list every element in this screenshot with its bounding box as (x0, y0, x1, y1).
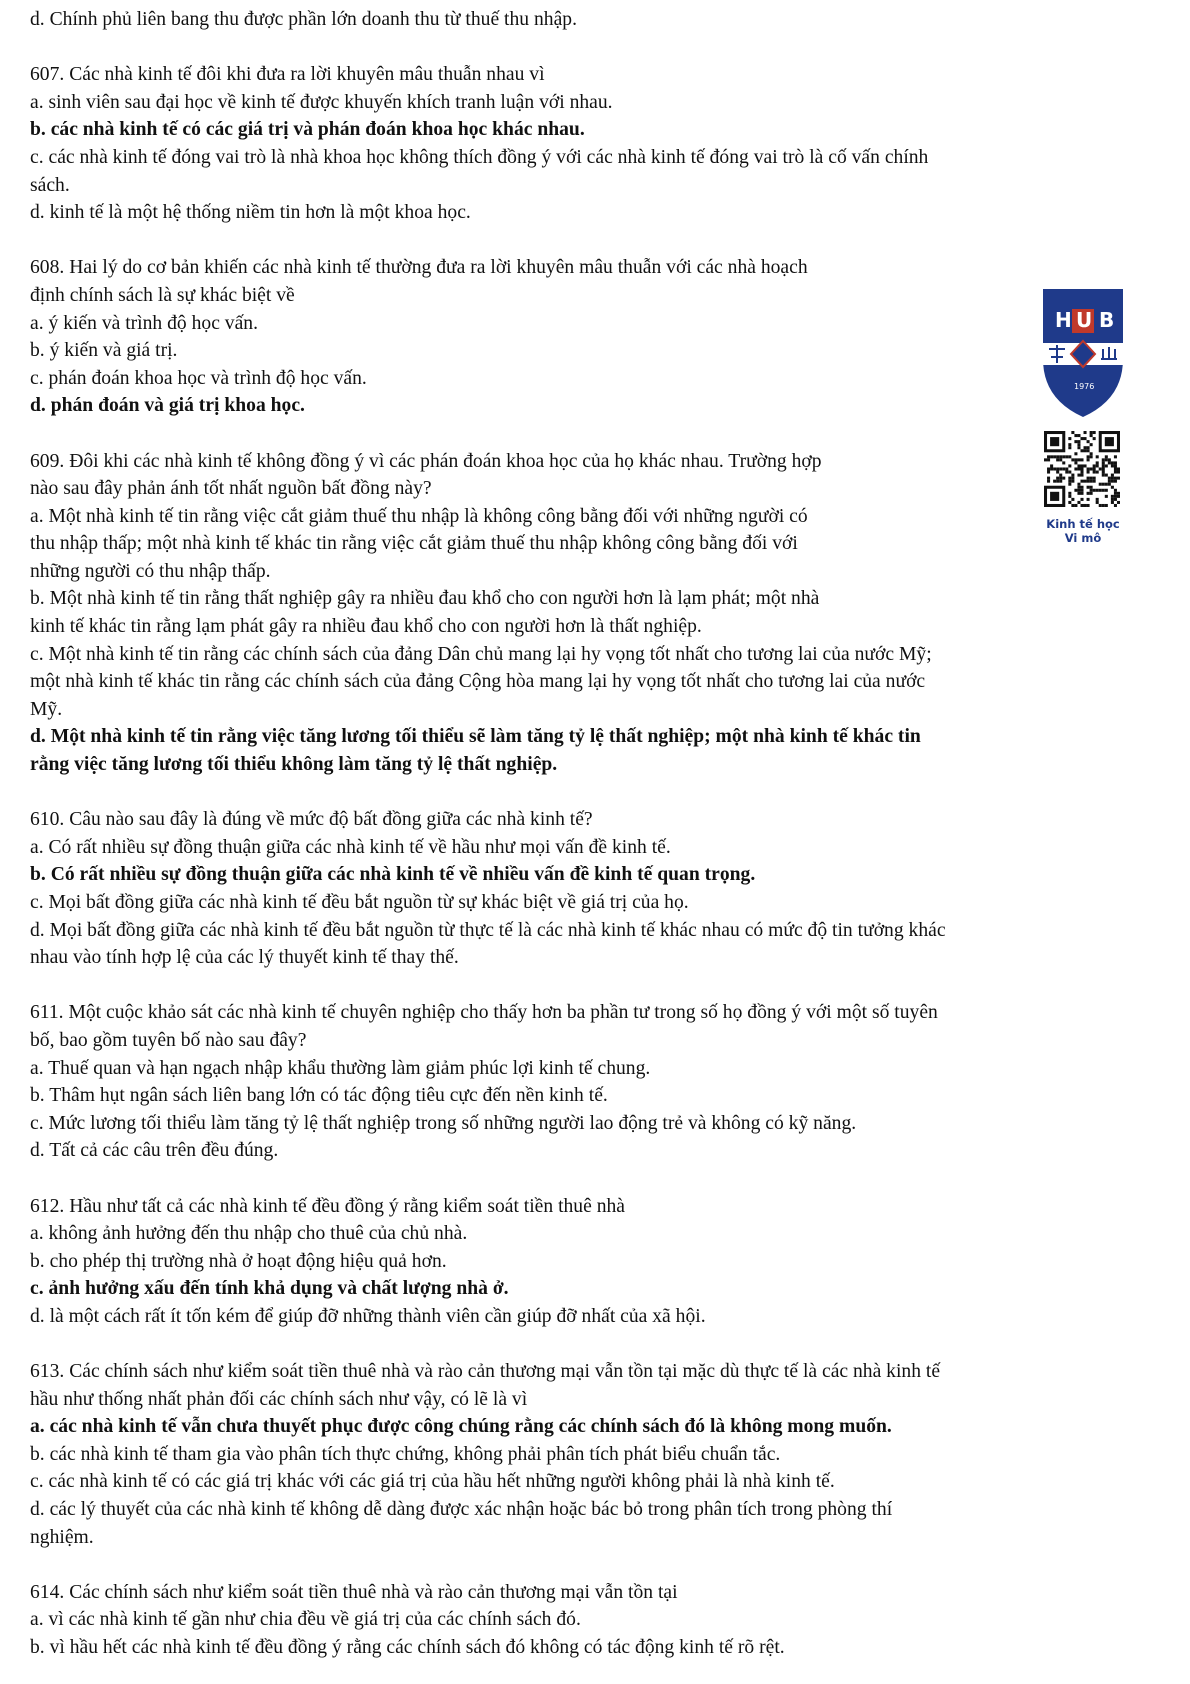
qr-module (1071, 474, 1074, 477)
qr-module (1068, 471, 1071, 474)
qr-module (1105, 483, 1108, 486)
qr-module (1074, 440, 1077, 443)
qr-module (1074, 461, 1077, 464)
shield-top-band (1043, 289, 1123, 305)
shield-year: 1976 (1074, 382, 1095, 391)
qr-module (1084, 504, 1087, 507)
text-line: Mỹ. (30, 698, 63, 720)
text-line: 609. Đôi khi các nhà kinh tế không đồng ý vì các phán đoán khoa học của họ khác nhau. Trường hợp (30, 450, 822, 472)
qr-module (1071, 431, 1074, 434)
paragraph-gap (30, 779, 1170, 807)
qr-module (1111, 480, 1114, 483)
text-line: c. các nhà kinh tế đóng vai trò là nhà khoa học không thích đồng ý với các nhà kinh tế đóng vai trò là cố vấn chính (30, 146, 929, 168)
text-line: a. sinh viên sau đại học về kinh tế được khuyến khích tranh luận với nhau. (30, 91, 613, 113)
qr-module (1117, 495, 1120, 498)
qr-module (1093, 477, 1096, 480)
qr-module (1087, 467, 1090, 470)
qr-module (1117, 492, 1120, 495)
text-line: b. các nhà kinh tế tham gia vào phân tích thực chứng, không phải phân tích phát biểu chuẩn tắc. (30, 1443, 781, 1465)
text-line: c. Một nhà kinh tế tin rằng các chính sách của đảng Dân chủ mang lại hy vọng tốt nhất cho tương lai của nước Mỹ; (30, 643, 932, 665)
qr-module (1077, 501, 1080, 504)
qr-module (1114, 492, 1117, 495)
qr-module (1087, 477, 1090, 480)
text-line: d. Tất cả các câu trên đều đúng. (30, 1140, 279, 1162)
text-line: a. không ảnh hưởng đến thu nhập cho thuê của chủ nhà. (30, 1223, 468, 1245)
qr-module (1111, 495, 1114, 498)
text-line: định chính sách là sự khác biệt về (30, 284, 295, 306)
qr-module (1105, 464, 1108, 467)
text-line: b. vì hầu hết các nhà kinh tế đều đồng ý rằng các chính sách đó không có tác động kinh tế rõ rệt. (30, 1637, 785, 1659)
text-line: 607. Các nhà kinh tế đôi khi đưa ra lời khuyên mâu thuẫn nhau vì (30, 64, 545, 86)
qr-module (1068, 495, 1071, 498)
qr-module (1102, 489, 1105, 492)
qr-module (1077, 489, 1080, 492)
logo-caption-title: Kinh tế học (1046, 517, 1120, 531)
qr-module (1084, 446, 1087, 449)
qr-module (1077, 464, 1080, 467)
text-line: c. các nhà kinh tế có các giá trị khác với các giá trị của hầu hết những người không phải là nhà kinh tế. (30, 1471, 835, 1493)
qr-module (1044, 458, 1047, 461)
shield-letter-b: B (1099, 308, 1115, 332)
qr-module (1108, 477, 1111, 480)
text-line: c. Mức lương tối thiểu làm tăng tỷ lệ thất nghiệp trong số những người lao động trẻ và không có kỹ năng. (30, 1112, 857, 1134)
qr-module (1047, 455, 1050, 458)
text-line: a. vì các nhà kinh tế gần như chia đều về giá trị của các chính sách đó. (30, 1609, 581, 1631)
qr-module (1050, 492, 1059, 501)
paragraph-gap (30, 972, 1170, 1000)
qr-module (1105, 455, 1108, 458)
qr-module (1074, 434, 1077, 437)
qr-module (1090, 455, 1093, 458)
logo-caption-subtitle: Vi mô (1064, 531, 1102, 545)
qr-module (1111, 501, 1114, 504)
text-line: b. Thâm hụt ngân sách liên bang lớn có tác động tiêu cực đến nền kinh tế. (30, 1085, 608, 1107)
qr-module (1065, 455, 1068, 458)
qr-module (1080, 449, 1083, 452)
shield-letter-h: H (1055, 308, 1072, 332)
qr-module (1087, 440, 1090, 443)
qr-module (1077, 440, 1080, 443)
qr-module (1068, 483, 1071, 486)
qr-module (1047, 458, 1050, 461)
qr-module (1090, 443, 1093, 446)
qr-module (1114, 455, 1117, 458)
qr-module (1096, 455, 1099, 458)
qr-module (1050, 467, 1053, 470)
qr-module (1074, 467, 1077, 470)
qr-module (1093, 471, 1096, 474)
qr-module (1096, 471, 1099, 474)
qr-module (1105, 474, 1108, 477)
qr-module (1053, 455, 1056, 458)
qr-module (1099, 483, 1102, 486)
qr-module (1102, 458, 1105, 461)
qr-module (1077, 443, 1080, 446)
qr-module (1068, 480, 1071, 483)
qr-module (1071, 480, 1074, 483)
qr-module (1084, 464, 1087, 467)
qr-module (1068, 455, 1071, 458)
qr-module (1050, 464, 1053, 467)
qr-module (1114, 498, 1117, 501)
qr-module (1114, 471, 1117, 474)
qr-module (1077, 492, 1080, 495)
qr-module (1093, 437, 1096, 440)
qr-module (1102, 464, 1105, 467)
qr-module (1114, 464, 1117, 467)
qr-module (1056, 455, 1059, 458)
qr-module (1047, 477, 1050, 480)
qr-module (1087, 480, 1090, 483)
qr-module (1096, 489, 1099, 492)
qr-module (1056, 467, 1059, 470)
qr-module (1087, 458, 1090, 461)
qr-module (1074, 452, 1077, 455)
qr-module (1077, 434, 1080, 437)
qr-module (1090, 477, 1093, 480)
qr-module (1087, 504, 1090, 507)
hub-logo-block (1028, 287, 1144, 577)
text-line: a. Một nhà kinh tế tin rằng việc cắt giảm thuế thu nhập là không công bằng đối với những người có (30, 505, 808, 527)
qr-module (1114, 480, 1117, 483)
text-line: 614. Các chính sách như kiểm soát tiền thuê nhà và rào cản thương mại vẫn tồn tại (30, 1581, 678, 1603)
answer-line: d. Một nhà kinh tế tin rằng việc tăng lương tối thiểu sẽ làm tăng tỷ lệ thất nghiệp; một nhà kinh tế khác tin (30, 726, 921, 748)
qr-module (1090, 431, 1093, 434)
qr-module (1096, 498, 1099, 501)
qr-module (1080, 486, 1083, 489)
qr-module (1077, 483, 1080, 486)
qr-module (1059, 474, 1062, 477)
answer-line: b. các nhà kinh tế có các giá trị và phán đoán khoa học khác nhau. (30, 119, 585, 141)
text-line: c. phán đoán khoa học và trình độ học vấn. (30, 367, 367, 389)
qr-module (1102, 504, 1105, 507)
qr-module (1105, 504, 1108, 507)
text-line: hầu như thống nhất phản đối các chính sách như vậy, có lẽ là vì (30, 1388, 528, 1410)
qr-module (1071, 504, 1074, 507)
qr-module (1071, 498, 1074, 501)
qr-module (1071, 477, 1074, 480)
paragraph-gap (30, 1331, 1170, 1359)
paragraph-gap (30, 420, 1170, 448)
qr-module (1062, 477, 1065, 480)
qr-module (1114, 504, 1117, 507)
qr-module (1047, 480, 1050, 483)
qr-module (1090, 434, 1093, 437)
qr-module (1084, 437, 1087, 440)
paragraph-gap (30, 1165, 1170, 1193)
qr-module (1074, 458, 1077, 461)
qr-module (1062, 461, 1065, 464)
qr-module (1093, 480, 1096, 483)
qr-module (1047, 471, 1050, 474)
qr-module (1065, 471, 1068, 474)
qr-module (1056, 458, 1059, 461)
text-line: b. Một nhà kinh tế tin rằng thất nghiệp gây ra nhiều đau khổ cho con người hơn là lạm phát; một nhà (30, 588, 820, 610)
qr-module (1068, 501, 1071, 504)
text-line: sách. (30, 174, 70, 196)
qr-module (1056, 480, 1059, 483)
text-line: d. kinh tế là một hệ thống niềm tin hơn là một khoa học. (30, 202, 471, 224)
qr-module (1050, 455, 1053, 458)
hub-shield-logo (1039, 287, 1127, 419)
qr-module (1111, 464, 1114, 467)
qr-module (1096, 501, 1099, 504)
text-line: a. Có rất nhiều sự đồng thuận giữa các nhà kinh tế về hầu như mọi vấn đề kinh tế. (30, 836, 671, 858)
paragraph-gap (30, 1551, 1170, 1579)
qr-module (1068, 464, 1071, 467)
qr-module (1087, 449, 1090, 452)
qr-module (1050, 437, 1059, 446)
qr-code-icon (1044, 431, 1120, 507)
qr-module (1102, 471, 1105, 474)
qr-module (1087, 471, 1090, 474)
qr-module (1080, 458, 1083, 461)
shield-letter-u: U (1076, 308, 1093, 332)
qr-module (1068, 492, 1071, 495)
qr-module (1114, 495, 1117, 498)
qr-module (1108, 480, 1111, 483)
qr-module (1080, 471, 1083, 474)
qr-module (1087, 498, 1090, 501)
qr-module (1056, 477, 1059, 480)
qr-module (1087, 486, 1090, 489)
text-line: b. ý kiến và giá trị. (30, 340, 178, 362)
qr-module (1105, 489, 1108, 492)
qr-module (1080, 480, 1083, 483)
text-line: những người có thu nhập thấp. (30, 560, 271, 582)
qr-module (1062, 455, 1065, 458)
qr-module (1059, 477, 1062, 480)
text-line: một nhà kinh tế khác tin rằng các chính sách của đảng Cộng hòa mang lại hy vọng tốt nhất cho tương lai của nước (30, 671, 926, 693)
text-line: b. cho phép thị trường nhà ở hoạt động hiệu quả hơn. (30, 1250, 447, 1272)
text-line: d. Mọi bất đồng giữa các nhà kinh tế đều bắt nguồn từ thực tế là các nhà kinh tế khác nhau có mức độ tin tưởng khác (30, 919, 946, 941)
qr-module (1090, 480, 1093, 483)
qr-module (1090, 486, 1093, 489)
qr-module (1080, 474, 1083, 477)
answer-line: b. Có rất nhiều sự đồng thuận giữa các nhà kinh tế về nhiều vấn đề kinh tế quan trọng. (30, 864, 756, 886)
qr-module (1059, 480, 1062, 483)
qr-module (1087, 446, 1090, 449)
qr-module (1111, 477, 1114, 480)
qr-module (1099, 504, 1102, 507)
qr-module (1114, 489, 1117, 492)
qr-module (1099, 489, 1102, 492)
paragraph-gap (30, 34, 1170, 62)
qr-module (1111, 474, 1114, 477)
qr-module (1117, 477, 1120, 480)
qr-module (1080, 464, 1083, 467)
qr-module (1071, 458, 1074, 461)
qr-module (1080, 492, 1083, 495)
qr-module (1084, 431, 1087, 434)
qr-module (1077, 486, 1080, 489)
qr-module (1087, 455, 1090, 458)
qr-module (1080, 467, 1083, 470)
qr-module (1087, 492, 1090, 495)
text-line: a. Thuế quan và hạn ngạch nhập khẩu thường làm giảm phúc lợi kinh tế chung. (30, 1057, 651, 1079)
qr-module (1080, 489, 1083, 492)
qr-module (1108, 461, 1111, 464)
qr-module (1068, 443, 1071, 446)
qr-module (1068, 477, 1071, 480)
qr-module (1093, 431, 1096, 434)
qr-module (1090, 467, 1093, 470)
qr-module (1117, 501, 1120, 504)
qr-module (1105, 458, 1108, 461)
qr-module (1080, 437, 1083, 440)
qr-module (1111, 461, 1114, 464)
qr-module (1080, 504, 1083, 507)
qr-module (1090, 492, 1093, 495)
qr-module (1108, 483, 1111, 486)
qr-module (1105, 437, 1114, 446)
qr-module (1096, 464, 1099, 467)
document-body (30, 6, 1170, 1662)
qr-module (1077, 467, 1080, 470)
qr-module (1114, 477, 1117, 480)
qr-module (1084, 480, 1087, 483)
qr-module (1068, 446, 1071, 449)
qr-module (1117, 471, 1120, 474)
qr-module (1111, 486, 1114, 489)
qr-module (1074, 489, 1077, 492)
answer-line: c. ảnh hưởng xấu đến tính khả dụng và chất lượng nhà ở. (30, 1278, 509, 1300)
text-line: 612. Hầu như tất cả các nhà kinh tế đều đồng ý rằng kiểm soát tiền thuê nhà (30, 1195, 625, 1217)
text-line: nào sau đây phản ánh tốt nhất nguồn bất đồng này? (30, 478, 432, 500)
qr-module (1062, 467, 1065, 470)
text-line: d. Chính phủ liên bang thu được phần lớn doanh thu từ thuế thu nhập. (30, 9, 577, 30)
qr-module (1102, 461, 1105, 464)
qr-module (1065, 467, 1068, 470)
qr-module (1074, 504, 1077, 507)
qr-module (1077, 446, 1080, 449)
text-line: a. ý kiến và trình độ học vấn. (30, 312, 258, 334)
logo-caption (1028, 517, 1138, 545)
text-line: nhau vào tính hợp lệ của các lý thuyết kinh tế thay thế. (30, 947, 459, 969)
qr-module (1102, 467, 1105, 470)
qr-module (1093, 464, 1096, 467)
text-line: bố, bao gồm tuyên bố nào sau đây? (30, 1029, 307, 1051)
qr-module (1056, 471, 1059, 474)
qr-module (1117, 467, 1120, 470)
text-line: 613. Các chính sách như kiểm soát tiền thuê nhà và rào cản thương mại vẫn tồn tại mặc dù thực tế là các nhà kinh tế (30, 1361, 941, 1383)
answer-line: a. các nhà kinh tế vẫn chưa thuyết phục được công chúng rằng các chính sách đó là không mong muốn. (30, 1416, 892, 1438)
text-line: c. Mọi bất đồng giữa các nhà kinh tế đều bắt nguồn từ sự khác biệt về giá trị của họ. (30, 892, 689, 913)
text-line: 608. Hai lý do cơ bản khiến các nhà kinh tế thường đưa ra lời khuyên mâu thuẫn với các nhà hoạch (30, 257, 808, 279)
qr-module (1053, 467, 1056, 470)
qr-module (1093, 489, 1096, 492)
qr-module (1059, 458, 1062, 461)
qr-module (1077, 458, 1080, 461)
qr-module (1059, 467, 1062, 470)
qr-module (1053, 480, 1056, 483)
qr-module (1084, 449, 1087, 452)
text-line: d. các lý thuyết của các nhà kinh tế không dễ dàng được xác nhận hoặc bác bỏ trong phân tích trong phòng thí (30, 1499, 893, 1521)
qr-module (1093, 467, 1096, 470)
qr-module (1096, 461, 1099, 464)
text-line: thu nhập thấp; một nhà kinh tế khác tin rằng việc cắt giảm thuế thu nhập không công bằng đối với (30, 533, 798, 555)
qr-module (1077, 474, 1080, 477)
qr-module (1090, 452, 1093, 455)
qr-module (1099, 467, 1102, 470)
paragraph-gap (30, 227, 1170, 255)
qr-module (1114, 461, 1117, 464)
qr-module (1102, 474, 1105, 477)
qr-module (1047, 467, 1050, 470)
text-line: d. là một cách rất ít tốn kém để giúp đỡ những thành viên cần giúp đỡ nhất của xã hội. (30, 1305, 706, 1327)
text-line: 610. Câu nào sau đây là đúng về mức độ bất đồng giữa các nhà kinh tế? (30, 809, 593, 831)
qr-module (1108, 458, 1111, 461)
qr-module (1059, 455, 1062, 458)
text-line: nghiệm. (30, 1526, 94, 1548)
qr-module (1068, 437, 1071, 440)
answer-line: rằng việc tăng lương tối thiểu không làm tăng tỷ lệ thất nghiệp. (30, 754, 558, 776)
qr-module (1114, 467, 1117, 470)
qr-module (1111, 498, 1114, 501)
qr-module (1090, 489, 1093, 492)
qr-module (1102, 483, 1105, 486)
text-line: 611. Một cuộc khảo sát các nhà kinh tế chuyên nghiệp cho thấy hơn ba phần tư trong số họ đồng ý với một số tuyên (30, 1002, 938, 1024)
answer-line: d. phán đoán và giá trị khoa học. (30, 395, 305, 417)
qr-module (1080, 498, 1083, 501)
text-line: kinh tế khác tin rằng lạm phát gây ra nhiều đau khổ cho con người hơn là thất nghiệp. (30, 616, 702, 638)
qr-module (1105, 495, 1108, 498)
